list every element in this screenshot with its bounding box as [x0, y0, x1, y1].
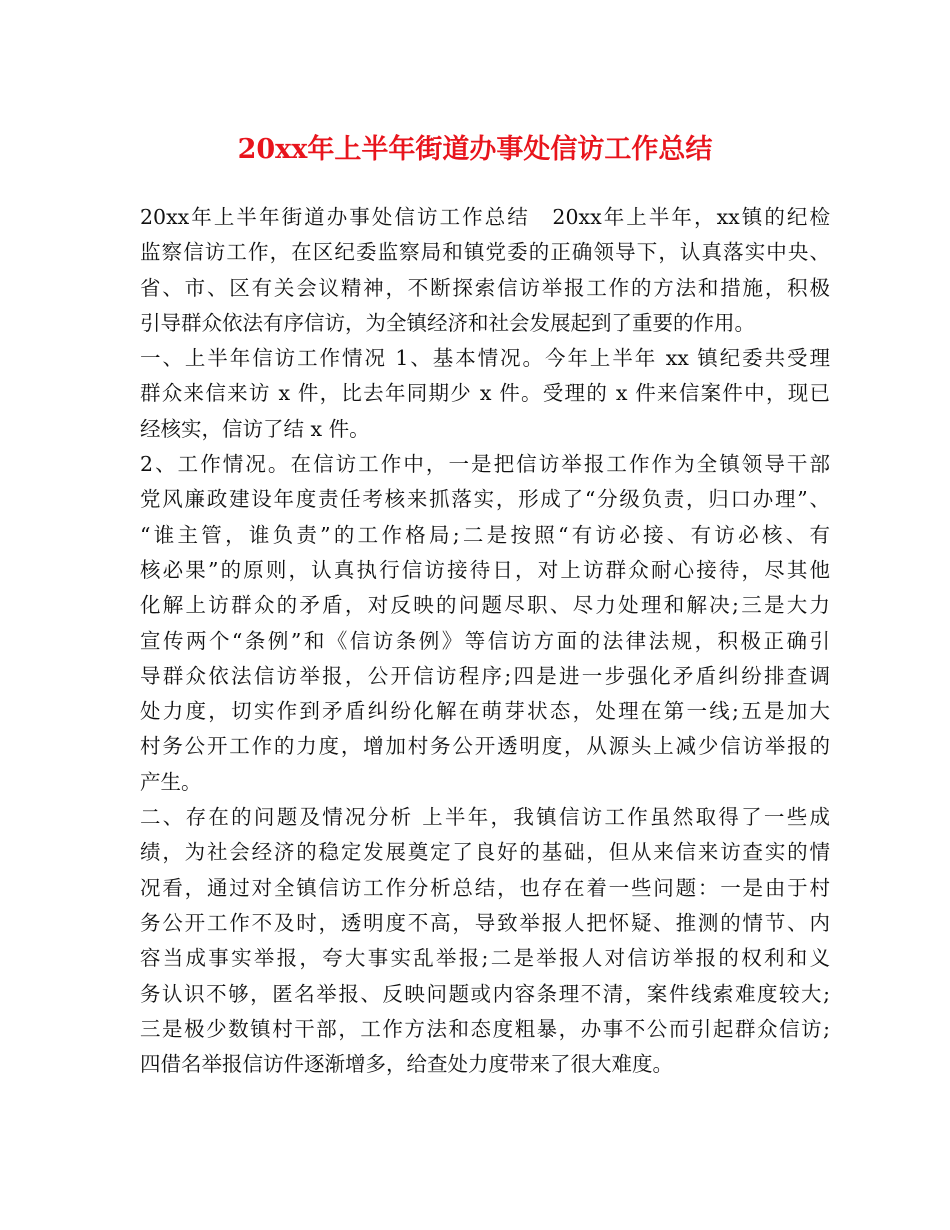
body-line: 党风廉政建设年度责任考核来抓落实，形成了“分级负责，归口办理”、: [140, 487, 830, 512]
body-line: 四借名举报信访件逐渐增多，给查处力度带来了很大难度。: [140, 1052, 673, 1077]
body-line: 监察信访工作，在区纪委监察局和镇党委的正确领导下，认真落实中央、: [140, 240, 830, 265]
body-line: 三是极少数镇村干部，工作方法和态度粗暴，办事不公而引起群众信访;: [140, 1016, 830, 1041]
body-line: “谁主管，谁负责”的工作格局;二是按照“有访必接、有访必核、有: [140, 522, 830, 547]
document-title: 20xx年上半年街道办事处信访工作总结: [237, 134, 713, 165]
body-line: 绩，为社会经济的稳定发展奠定了良好的基础，但从来信来访查实的情: [140, 840, 830, 865]
body-line: 省、市、区有关会议精神，不断探索信访举报工作的方法和措施，积极: [140, 275, 830, 300]
body-line: 务公开工作不及时，透明度不高，导致举报人把怀疑、推测的情节、内: [140, 910, 830, 935]
body-line: 20xx年上半年街道办事处信访工作总结 20xx年上半年，xx镇的纪检: [140, 205, 830, 229]
body-line: 二、存在的问题及情况分析 上半年，我镇信访工作虽然取得了一些成: [140, 805, 830, 830]
body-line: 化解上访群众的矛盾，对反映的问题尽职、尽力处理和解决;三是大力: [140, 593, 830, 618]
body-line: 群众来信来访 x 件，比去年同期少 x 件。受理的 x 件来信案件中，现已: [140, 381, 830, 406]
body-line: 核必果”的原则，认真执行信访接待日，对上访群众耐心接待，尽其他: [140, 557, 830, 582]
body-line: 况看，通过对全镇信访工作分析总结，也存在着一些问题：一是由于村: [140, 875, 830, 900]
body-line: 村务公开工作的力度，增加村务公开透明度，从源头上减少信访举报的: [140, 734, 830, 759]
body-line: 一、上半年信访工作情况 1、基本情况。今年上半年 xx 镇纪委共受理: [140, 346, 830, 371]
body-line: 导群众依法信访举报，公开信访程序;四是进一步强化矛盾纠纷排查调: [140, 663, 830, 688]
body-line: 宣传两个“条例”和《信访条例》等信访方面的法律法规，积极正确引: [140, 628, 830, 653]
document-body: [140, 200, 830, 1082]
body-line: 处力度，切实作到矛盾纠纷化解在萌芽状态，处理在第一线;五是加大: [140, 699, 830, 724]
body-line: 务认识不够，匿名举报、反映问题或内容条理不清，案件线索难度较大;: [140, 981, 830, 1006]
body-line: 容当成事实举报，夸大事实乱举报;二是举报人对信访举报的权利和义: [140, 946, 830, 971]
body-line: 引导群众依法有序信访，为全镇经济和社会发展起到了重要的作用。: [140, 310, 755, 335]
body-line: 产生。: [140, 769, 202, 794]
body-line: 经核实，信访了结 x 件。: [140, 416, 370, 441]
body-line: 2、工作情况。在信访工作中，一是把信访举报工作作为全镇领导干部: [140, 452, 830, 477]
